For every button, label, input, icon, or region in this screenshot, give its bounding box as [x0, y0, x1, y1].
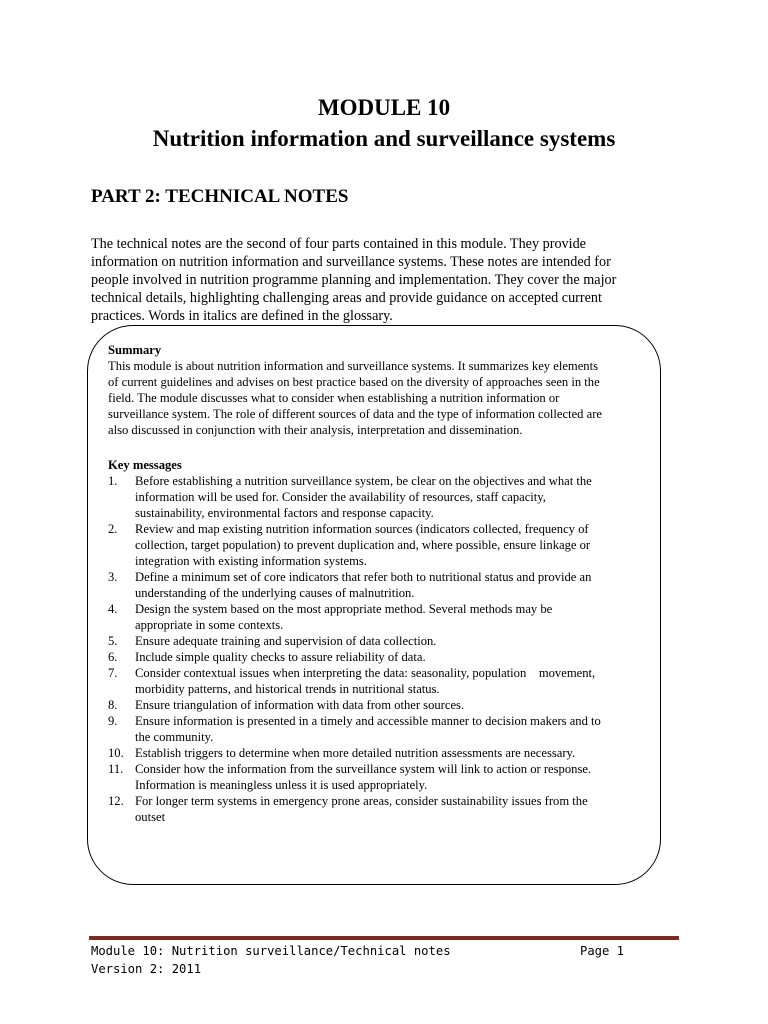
summary-line: surveillance system. The role of different sources of data and the type of information collected are — [108, 407, 603, 421]
footer-page-number: Page 1 — [580, 944, 625, 958]
key-messages-heading: Key messages — [108, 458, 182, 472]
key-message-line: Consider contextual issues when interpreting the data: seasonality, population movement, — [135, 666, 596, 680]
key-message-item — [108, 633, 653, 649]
key-message-item — [108, 713, 653, 745]
key-message-number: 1. — [108, 474, 118, 488]
key-message-number: 2. — [108, 522, 118, 536]
key-message-line: information will be used for. Consider the availability of resources, staff capacity, — [135, 490, 546, 504]
key-message-line: sustainability, environmental factors and response capacity. — [135, 506, 434, 520]
summary-line: field. The module discusses what to consider when establishing a nutrition information or — [108, 391, 560, 405]
key-message-item — [108, 569, 653, 601]
key-message-line: Design the system based on the most appropriate method. Several methods may be — [135, 602, 553, 616]
key-message-number: 12. — [108, 794, 124, 808]
key-message-item — [108, 793, 653, 825]
key-messages-list — [108, 473, 653, 825]
module-title: MODULE 10 — [317, 95, 451, 120]
key-message-number: 10. — [108, 746, 124, 760]
intro-line: people involved in nutrition programme planning and implementation. They cover the major — [91, 272, 617, 288]
key-message-line: morbidity patterns, and historical trends in nutritional status. — [135, 682, 440, 696]
summary-line: This module is about nutrition information and surveillance systems. It summarizes key elements — [108, 359, 599, 373]
intro-paragraph — [91, 235, 681, 325]
summary-line: of current guidelines and advises on best practice based on the diversity of approaches seen in the — [108, 375, 600, 389]
key-message-item — [108, 473, 653, 521]
key-message-item — [108, 649, 653, 665]
intro-line: technical details, highlighting challenging areas and provide guidance on accepted current — [91, 290, 602, 306]
footer-left — [91, 942, 451, 978]
key-message-number: 8. — [108, 698, 118, 712]
key-message-item — [108, 521, 653, 569]
key-message-line: Information is meaningless unless it is used appropriately. — [135, 778, 428, 792]
key-message-line: Ensure triangulation of information with data from other sources. — [135, 698, 465, 712]
key-message-line: Establish triggers to determine when more detailed nutrition assessments are necessary. — [135, 746, 576, 760]
key-message-number: 3. — [108, 570, 118, 584]
key-message-line: Review and map existing nutrition information sources (indicators collected, frequency of — [135, 522, 589, 536]
intro-line: The technical notes are the second of four parts contained in this module. They provide — [91, 236, 586, 252]
key-message-line: collection, target population) to prevent duplication and, where possible, ensure linkage or — [135, 538, 591, 552]
key-message-number: 11. — [108, 762, 124, 776]
key-message-line: Include simple quality checks to assure reliability of data. — [135, 650, 426, 664]
key-message-item — [108, 665, 653, 697]
key-message-item — [108, 601, 653, 633]
part-heading: PART 2: TECHNICAL NOTES — [91, 186, 349, 207]
key-message-line: outset — [135, 810, 166, 824]
footer-divider — [89, 936, 679, 940]
key-message-item — [108, 761, 653, 793]
intro-line: information on nutrition information and surveillance systems. These notes are intended for — [91, 254, 611, 270]
key-message-number: 9. — [108, 714, 118, 728]
key-message-line: integration with existing information systems. — [135, 554, 367, 568]
key-message-line: Ensure information is presented in a timely and accessible manner to decision makers and to — [135, 714, 601, 728]
key-message-line: Consider how the information from the surveillance system will link to action or response. — [135, 762, 592, 776]
key-message-line: the community. — [135, 730, 214, 744]
key-message-item — [108, 745, 653, 761]
key-message-line: understanding of the underlying causes of malnutrition. — [135, 586, 415, 600]
intro-line: practices. Words in italics are defined in the glossary. — [91, 308, 393, 324]
key-message-number: 4. — [108, 602, 118, 616]
key-message-line: Ensure adequate training and supervision of data collection. — [135, 634, 437, 648]
key-message-line: appropriate in some contexts. — [135, 618, 284, 632]
key-message-line: Define a minimum set of core indicators that refer both to nutritional status and provide an — [135, 570, 592, 584]
summary-section — [108, 342, 653, 438]
summary-line: also discussed in conjunction with their analysis, interpretation and dissemination. — [108, 423, 523, 437]
key-message-item — [108, 697, 653, 713]
key-message-line: Before establishing a nutrition surveillance system, be clear on the objectives and what the — [135, 474, 592, 488]
key-message-number: 5. — [108, 634, 118, 648]
key-message-number: 7. — [108, 666, 118, 680]
footer-version-label: Version 2: 2011 — [91, 962, 202, 976]
summary-heading: Summary — [108, 343, 162, 357]
footer-module-label: Module 10: Nutrition surveillance/Technical notes — [91, 944, 451, 958]
module-subtitle: Nutrition information and surveillance systems — [152, 126, 616, 151]
key-message-line: For longer term systems in emergency prone areas, consider sustainability issues from the — [135, 794, 588, 808]
key-messages-section — [108, 457, 653, 825]
key-message-number: 6. — [108, 650, 118, 664]
